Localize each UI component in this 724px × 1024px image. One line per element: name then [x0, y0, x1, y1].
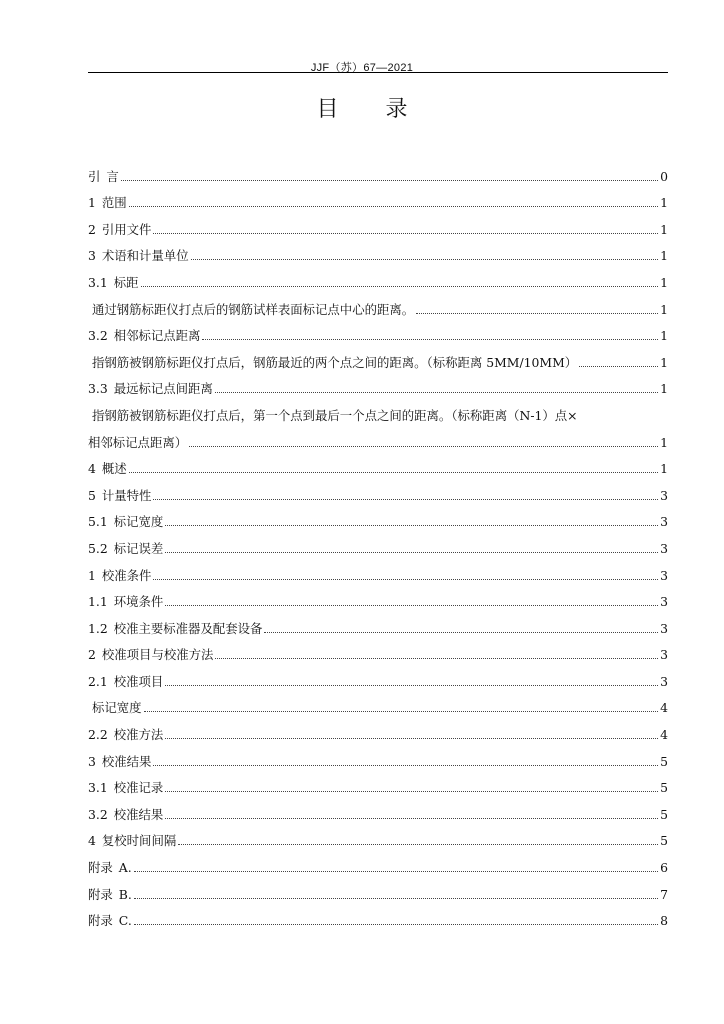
toc-entry-title: 通过钢筋标距仪打点后的钢筋试样表面标记点中心的距离。 [92, 301, 415, 317]
page-title: 目 录 [316, 97, 428, 122]
toc-entry-page: 7 [660, 886, 668, 902]
toc-entry-number: 附录 [88, 860, 113, 876]
toc-leader-dots [178, 844, 658, 845]
toc-entry-number: 4 [88, 833, 96, 849]
toc-entry-number: 3.3 [88, 381, 108, 397]
toc-entry-page: 3 [660, 540, 668, 556]
toc-entry-title: 相邻标记点距离 [113, 328, 201, 344]
toc-leader-dots [165, 605, 658, 606]
toc-entry[interactable] [88, 290, 668, 317]
toc-entry-title: 校准项目 [113, 673, 164, 689]
toc-leader-dots [121, 180, 658, 181]
toc-entry[interactable] [88, 822, 668, 849]
toc-entry[interactable] [88, 184, 668, 211]
toc-entry-number: 1 [88, 567, 96, 583]
toc-entry-number: 5.1 [88, 514, 108, 530]
toc-entry-number: 2 [88, 647, 96, 663]
toc-entry-title: 标记宽度 [113, 514, 164, 530]
toc-leader-dots [153, 765, 658, 766]
toc-entry-page: 1 [660, 354, 668, 370]
toc-entry-number: 附录 [88, 913, 113, 929]
toc-entry-title: B. [118, 886, 132, 902]
toc-leader-dots [144, 711, 659, 712]
toc-entry-title: 校准结果 [113, 806, 164, 822]
toc-leader-dots [153, 233, 658, 234]
toc-entry-line[interactable] [88, 396, 668, 423]
toc-entry-title: 复校时间间隔 [101, 833, 177, 849]
toc-entry-number: 3 [88, 753, 96, 769]
toc-entry-page: 1 [660, 434, 668, 450]
toc-entry-title: 最远标记点间距离 [113, 381, 213, 397]
toc-entry-number: 3 [88, 248, 96, 264]
toc-entry[interactable] [88, 157, 668, 184]
toc-entry-page: 4 [660, 700, 668, 716]
toc-leader-dots [165, 525, 658, 526]
toc-entry-page: 1 [660, 221, 668, 237]
toc-leader-dots [134, 871, 658, 872]
toc-entry-title: 指钢筋被钢筋标距仪打点后，第一个点到最后一个点之间的距离。（标称距离（N-1）点× [92, 407, 578, 423]
toc-entry-number: 3.1 [88, 274, 108, 290]
toc-entry-title: 校准结果 [101, 753, 152, 769]
toc-entry-title: 计量特性 [101, 487, 152, 503]
table-of-contents [88, 157, 668, 928]
toc-entry[interactable] [88, 795, 668, 822]
toc-entry-continuation[interactable] [88, 423, 668, 450]
header-rule [88, 72, 668, 73]
toc-entry-page: 1 [660, 274, 668, 290]
toc-leader-dots [165, 791, 658, 792]
toc-entry-page: 3 [660, 487, 668, 503]
toc-entry-number: 3.2 [88, 328, 108, 344]
toc-entry-page: 0 [660, 168, 668, 184]
toc-entry-page: 5 [660, 806, 668, 822]
toc-entry[interactable] [88, 450, 668, 477]
toc-entry[interactable] [88, 343, 668, 370]
toc-entry-title: A. [118, 860, 132, 876]
toc-entry-number: 引 [88, 168, 101, 184]
toc-entry-number: 1 [88, 195, 96, 211]
toc-leader-dots [129, 472, 658, 473]
toc-leader-dots [189, 446, 658, 447]
toc-entry-number: 2.1 [88, 673, 108, 689]
toc-entry[interactable] [88, 583, 668, 610]
toc-entry-page: 4 [660, 727, 668, 743]
toc-entry[interactable] [88, 529, 668, 556]
toc-entry-page: 8 [660, 913, 668, 929]
toc-entry[interactable] [88, 689, 668, 716]
toc-entry[interactable] [88, 237, 668, 264]
toc-entry-page: 3 [660, 647, 668, 663]
toc-entry-number: 1.2 [88, 620, 108, 636]
toc-entry-page: 5 [660, 833, 668, 849]
toc-entry-number: 4 [88, 461, 96, 477]
toc-entry[interactable] [88, 476, 668, 503]
toc-leader-dots [165, 738, 658, 739]
toc-entry-title: C. [118, 913, 132, 929]
toc-entry-title: 言 [106, 168, 119, 184]
toc-leader-dots [165, 552, 658, 553]
toc-entry[interactable] [88, 715, 668, 742]
toc-entry-title: 校准项目与校准方法 [101, 647, 214, 663]
toc-entry-title: 环境条件 [113, 594, 164, 610]
toc-entry-title: 标记宽度 [92, 700, 142, 716]
toc-entry-page: 3 [660, 620, 668, 636]
toc-leader-dots [416, 313, 658, 314]
toc-entry[interactable] [88, 263, 668, 290]
toc-entry[interactable] [88, 503, 668, 530]
toc-entry[interactable] [88, 875, 668, 902]
toc-entry-title: 校准条件 [101, 567, 152, 583]
toc-entry-page: 1 [660, 381, 668, 397]
toc-leader-dots [153, 579, 658, 580]
toc-entry[interactable] [88, 317, 668, 344]
toc-entry[interactable] [88, 609, 668, 636]
toc-entry-page: 5 [660, 780, 668, 796]
toc-entry[interactable] [88, 370, 668, 397]
toc-entry-title: 指钢筋被钢筋标距仪打点后，钢筋最近的两个点之间的距离。（标称距离 5MM/10MM） [92, 354, 578, 370]
toc-entry[interactable] [88, 902, 668, 929]
toc-leader-dots [215, 392, 658, 393]
toc-leader-dots [191, 259, 658, 260]
toc-leader-dots [264, 632, 658, 633]
toc-entry-title: 标记误差 [113, 540, 164, 556]
toc-entry-number: 5 [88, 487, 96, 503]
toc-entry-number: 3.2 [88, 806, 108, 822]
document-code: JJF（苏）67—2021 [310, 62, 414, 74]
toc-entry-page: 5 [660, 753, 668, 769]
toc-leader-dots [579, 366, 658, 367]
toc-entry[interactable] [88, 210, 668, 237]
toc-entry-page: 6 [660, 860, 668, 876]
toc-entry-title: 校准记录 [113, 780, 164, 796]
toc-entry-number: 2 [88, 221, 96, 237]
toc-entry-number: 1.1 [88, 594, 108, 610]
toc-entry[interactable] [88, 636, 668, 663]
toc-entry[interactable] [88, 848, 668, 875]
toc-entry-page: 3 [660, 567, 668, 583]
toc-entry-page: 3 [660, 594, 668, 610]
toc-entry-title: 标距 [113, 274, 139, 290]
toc-leader-dots [165, 818, 658, 819]
toc-entry-page: 1 [660, 328, 668, 344]
toc-leader-dots [215, 658, 658, 659]
toc-leader-dots [202, 339, 658, 340]
toc-leader-dots [134, 924, 658, 925]
toc-entry-number: 2.2 [88, 727, 108, 743]
toc-entry[interactable] [88, 662, 668, 689]
toc-entry[interactable] [88, 742, 668, 769]
toc-entry-title: 术语和计量单位 [101, 248, 189, 264]
toc-entry-number: 5.2 [88, 540, 108, 556]
toc-entry-number: 3.1 [88, 780, 108, 796]
toc-entry-title: 校准主要标准器及配套设备 [113, 620, 263, 636]
toc-entry-title: 引用文件 [101, 221, 152, 237]
toc-entry-title: 相邻标记点距离） [88, 434, 188, 450]
toc-leader-dots [141, 286, 659, 287]
toc-entry-page: 3 [660, 673, 668, 689]
toc-entry-number: 附录 [88, 886, 113, 902]
toc-entry-title: 范围 [101, 195, 127, 211]
toc-entry-page: 1 [660, 301, 668, 317]
toc-leader-dots [129, 206, 658, 207]
toc-entry[interactable] [88, 769, 668, 796]
toc-entry-page: 1 [660, 461, 668, 477]
toc-leader-dots [165, 685, 658, 686]
toc-entry-page: 1 [660, 248, 668, 264]
toc-entry[interactable] [88, 556, 668, 583]
toc-leader-dots [153, 499, 658, 500]
toc-entry-page: 3 [660, 514, 668, 530]
toc-entry-title: 概述 [101, 461, 127, 477]
toc-entry-page: 1 [660, 195, 668, 211]
toc-leader-dots [134, 898, 658, 899]
toc-entry-title: 校准方法 [113, 727, 164, 743]
